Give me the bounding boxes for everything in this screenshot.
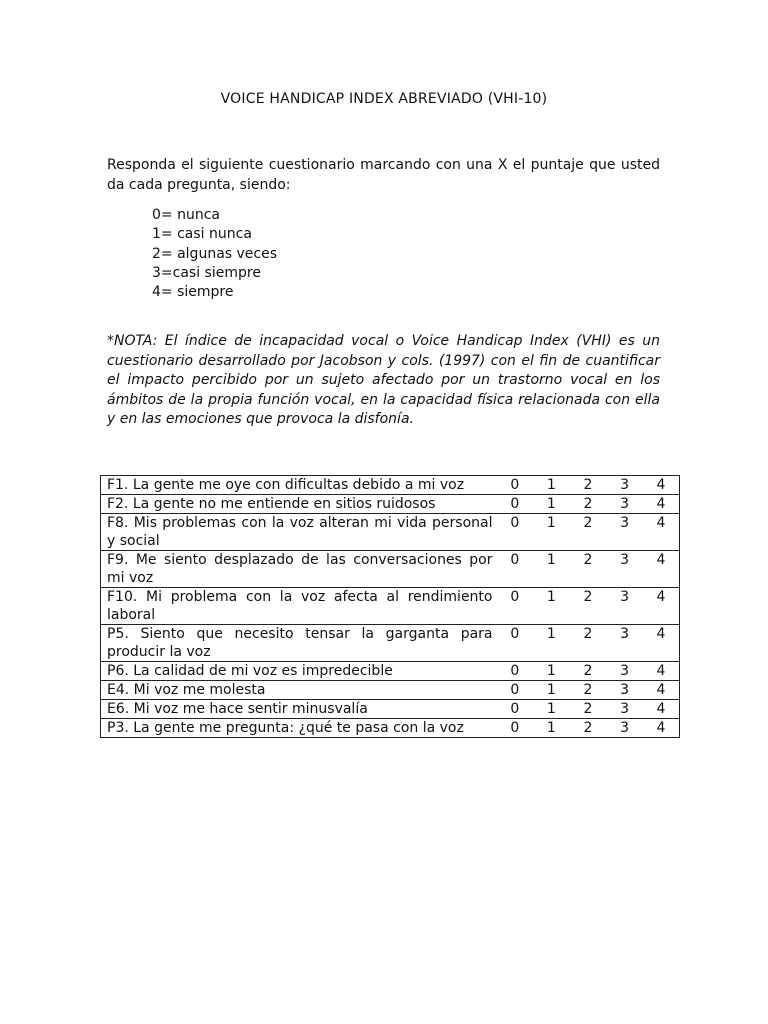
score-option[interactable]: 0 — [497, 495, 534, 514]
score-option[interactable]: 1 — [533, 588, 570, 625]
score-option[interactable]: 3 — [620, 477, 630, 493]
score-option[interactable]: 2 — [570, 551, 607, 588]
question-cell: E4. Mi voz me molesta — [101, 681, 497, 700]
score-option[interactable]: 4 — [643, 719, 680, 738]
score-option[interactable]: 3 — [606, 551, 643, 588]
score-option[interactable]: 4 — [643, 551, 680, 588]
score-option[interactable]: 0 — [497, 662, 534, 681]
question-cell: F2. La gente no me entiende en sitios ruidosos — [101, 495, 497, 514]
score-option[interactable]: 2 — [570, 681, 607, 700]
table-row — [101, 700, 680, 719]
score-option[interactable]: 3 — [606, 681, 643, 700]
score-option[interactable]: 2 — [570, 625, 607, 662]
score-option[interactable]: 4 — [643, 681, 680, 700]
score-option[interactable]: 4 — [643, 495, 680, 514]
table-row — [101, 719, 680, 738]
score-option[interactable]: 2 — [570, 662, 607, 681]
score-option[interactable]: 2 — [570, 700, 607, 719]
score-option[interactable]: 0 — [497, 719, 534, 738]
score-option[interactable]: 3 — [606, 588, 643, 625]
score-option[interactable]: 0 — [497, 551, 534, 588]
score-option[interactable]: 1 — [533, 681, 570, 700]
score-option[interactable]: 1 — [533, 700, 570, 719]
score-option[interactable]: 0 — [510, 477, 520, 493]
table-row — [101, 495, 680, 514]
page-title: VOICE HANDICAP INDEX ABREVIADO (VHI-10) — [220, 91, 548, 107]
scale-item: 0= nunca — [152, 207, 220, 223]
scale-item: 1= casi nunca — [152, 226, 252, 243]
question-cell: P3. La gente me pregunta: ¿qué te pasa con la voz — [101, 719, 497, 738]
table-row — [101, 514, 680, 551]
question-cell: F9. Me siento desplazado de las conversaciones por mi voz — [101, 551, 497, 588]
score-option[interactable]: 0 — [497, 625, 534, 662]
question-cell: P6. La calidad de mi voz es impredecible — [101, 662, 497, 681]
question-cell: F10. Mi problema con la voz afecta al rendimiento laboral — [101, 588, 497, 625]
score-option[interactable]: 4 — [643, 514, 680, 551]
score-option[interactable]: 2 — [570, 514, 607, 551]
question-cell: E6. Mi voz me hace sentir minusvalía — [101, 700, 497, 719]
score-option[interactable]: 2 — [570, 588, 607, 625]
score-option[interactable]: 3 — [606, 514, 643, 551]
question-cell: P5. Siento que necesito tensar la garganta para producir la voz — [101, 625, 497, 662]
scale-item: 2= algunas veces — [152, 245, 278, 262]
score-option[interactable]: 3 — [606, 625, 643, 662]
score-option[interactable]: 1 — [533, 625, 570, 662]
table-row — [101, 551, 680, 588]
score-option[interactable]: 4 — [656, 477, 666, 493]
question-cell: F8. Mis problemas con la voz alteran mi vida personal y social — [101, 514, 497, 551]
score-option[interactable]: 0 — [497, 700, 534, 719]
score-option[interactable]: 2 — [583, 477, 593, 493]
table-row — [101, 588, 680, 625]
score-option[interactable]: 0 — [497, 588, 534, 625]
score-option[interactable]: 1 — [533, 495, 570, 514]
score-option[interactable]: 3 — [606, 662, 643, 681]
score-option[interactable]: 0 — [497, 681, 534, 700]
table-row — [101, 662, 680, 681]
score-option[interactable]: 4 — [643, 588, 680, 625]
score-option[interactable]: 0 — [497, 514, 534, 551]
score-option[interactable]: 3 — [606, 700, 643, 719]
table-row — [101, 625, 680, 662]
table-row — [101, 681, 680, 700]
table-row — [101, 476, 680, 495]
scale-item: 4= siempre — [152, 284, 234, 301]
score-option[interactable]: 4 — [643, 662, 680, 681]
question-cell: F1. La gente me oye con dificultas debido a mi voz — [107, 477, 465, 493]
questions-body — [101, 476, 680, 738]
score-option[interactable]: 1 — [533, 551, 570, 588]
intro-paragraph: Responda el siguiente cuestionario marcando con una X el puntaje que usted da cada pregunta, siendo: — [107, 157, 660, 193]
score-option[interactable]: 1 — [546, 477, 556, 493]
score-option[interactable]: 2 — [570, 495, 607, 514]
score-option[interactable]: 3 — [606, 719, 643, 738]
score-option[interactable]: 2 — [570, 719, 607, 738]
note-paragraph: *NOTA: El índice de incapacidad vocal o Voice Handicap Index (VHI) es un cuestionario desarrollado por Jacobson y cols. (1997) con el fin de cuantificar el impacto percibido por un sujeto afectado por un trastorno vocal en los ámbitos de la propia función vocal, en la capacidad física relacionada con ella y en las emociones que provoca la disfonía. — [107, 333, 660, 427]
score-option[interactable]: 4 — [643, 700, 680, 719]
score-option[interactable]: 1 — [533, 514, 570, 551]
score-option[interactable]: 3 — [606, 495, 643, 514]
questions-table — [100, 475, 680, 738]
scale-item: 3=casi siempre — [152, 264, 261, 281]
scale-legend — [152, 206, 277, 302]
score-option[interactable]: 1 — [533, 719, 570, 738]
score-option[interactable]: 4 — [643, 625, 680, 662]
score-option[interactable]: 1 — [533, 662, 570, 681]
